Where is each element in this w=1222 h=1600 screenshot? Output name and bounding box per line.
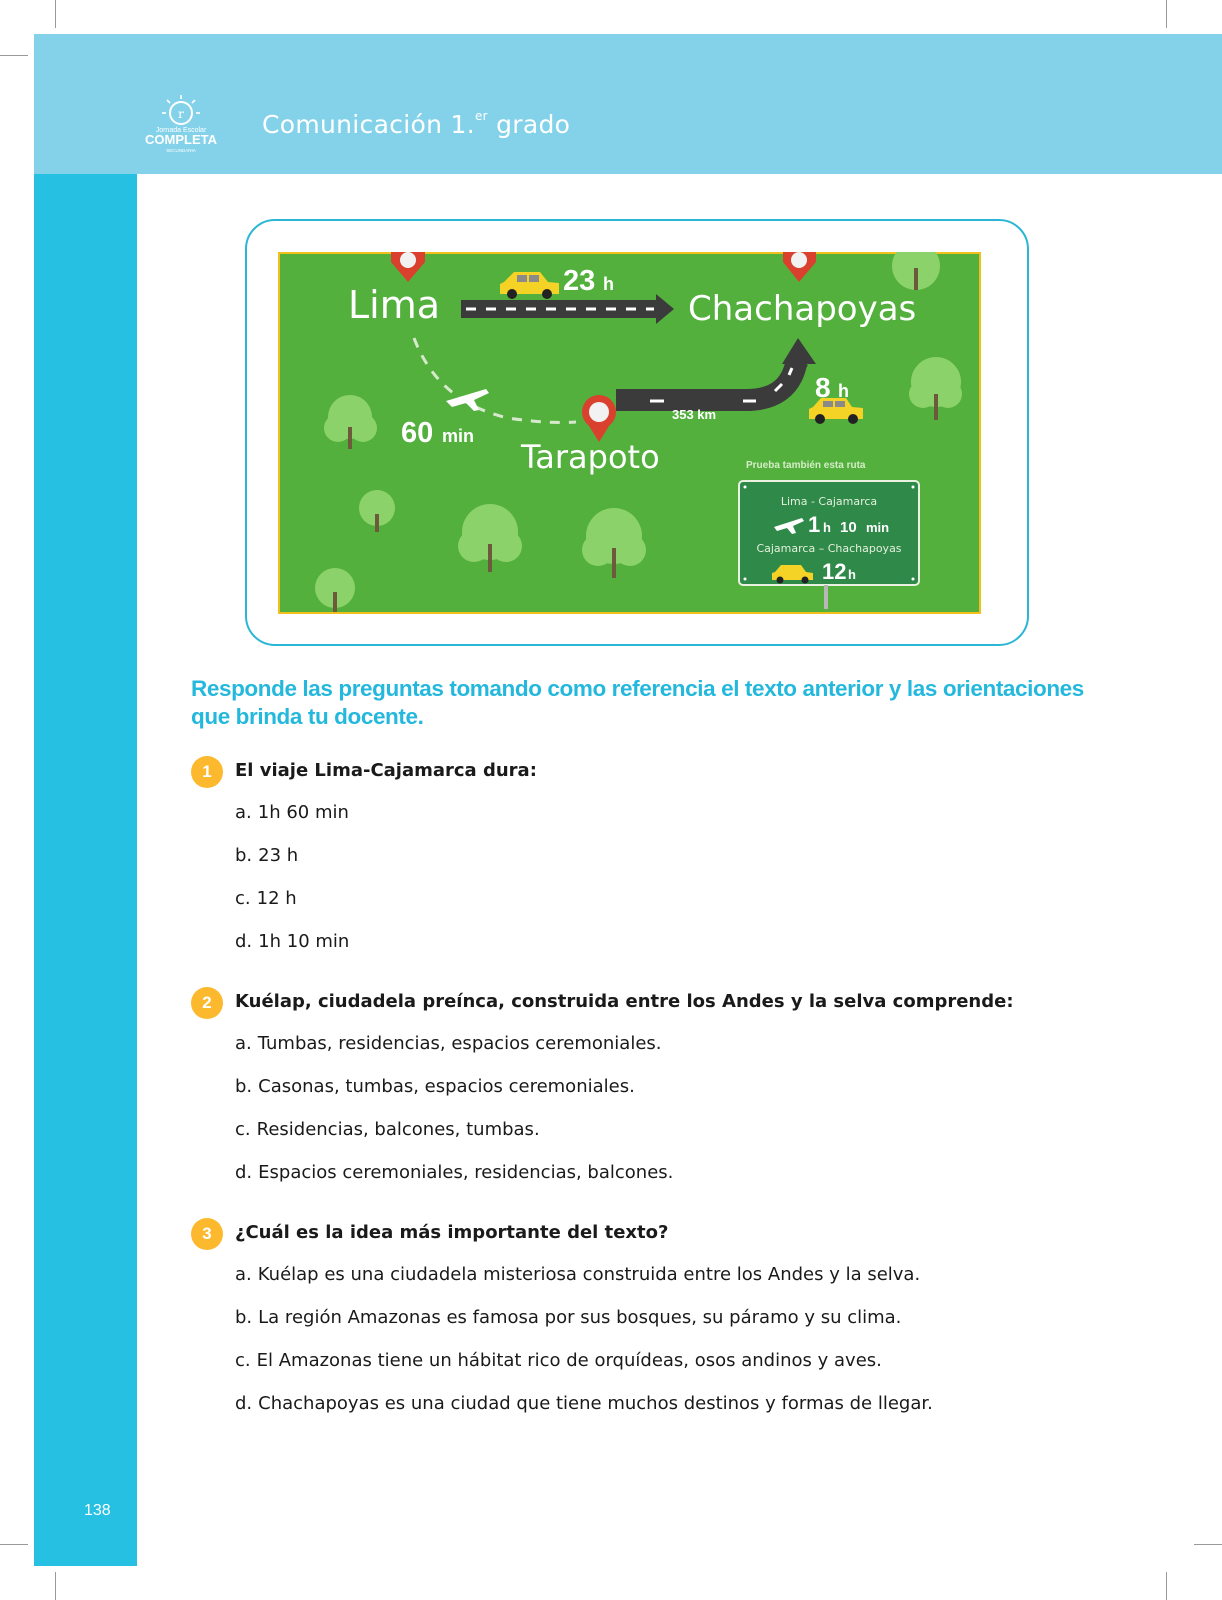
option-text: 1h 60 min (257, 802, 349, 823)
instruction-heading: Responde las preguntas tomando como referencia el texto anterior y las orientaciones que brinda tu docente. (191, 676, 1084, 729)
option-letter: c. (235, 1350, 251, 1371)
sign-route2: Cajamarca – Chachapoyas (756, 542, 902, 555)
logo (140, 94, 222, 156)
option-text: Casonas, tumbas, espacios ceremoniales. (258, 1076, 635, 1097)
svg-text:r: r (178, 107, 184, 121)
option-letter: c. (235, 888, 251, 909)
option-b[interactable] (235, 845, 349, 888)
option-d[interactable] (235, 1162, 673, 1205)
logo-line1: Jornada Escolar (155, 127, 207, 134)
sign-route1-h: h (823, 520, 831, 535)
option-c[interactable] (235, 1350, 933, 1393)
option-list (235, 802, 349, 974)
option-a[interactable] (235, 1033, 673, 1076)
crop-mark (0, 55, 28, 56)
title-main: Comunicación 1. (262, 110, 475, 139)
route-map (278, 252, 981, 614)
duration-lima-chachapoyas-num: 23 (563, 265, 596, 297)
option-text: Residencias, balcones, tumbas. (256, 1119, 540, 1140)
sign-title: Prueba también esta ruta (746, 460, 866, 471)
option-letter: a. (235, 802, 252, 823)
city-chachapoyas: Chachapoyas (688, 289, 917, 329)
logo-line2: COMPLETA (145, 132, 217, 147)
crop-mark (0, 1544, 28, 1545)
question-text: Kuélap, ciudadela preínca, construida entre los Andes y la selva comprende: (235, 991, 1014, 1012)
duration-lima-tarapoto-unit: min (442, 426, 475, 446)
title-suffix: grado (487, 110, 571, 139)
logo-line3: SECUNDARIA (166, 148, 196, 153)
duration-lima-tarapoto-num: 60 (401, 417, 434, 449)
option-d[interactable] (235, 931, 349, 974)
duration-tarapoto-chachapoyas-num: 8 (815, 372, 831, 403)
question-number-badge: 2 (191, 987, 223, 1019)
header-title (262, 110, 570, 139)
crop-mark (1166, 1572, 1167, 1600)
question-text: ¿Cuál es la idea más importante del texto? (235, 1222, 669, 1243)
option-text: Chachapoyas es una ciudad que tiene muchos destinos y formas de llegar. (258, 1393, 933, 1414)
option-text: Kuélap es una ciudadela misteriosa construida entre los Andes y la selva. (257, 1264, 921, 1285)
option-letter: d. (235, 1393, 253, 1414)
option-d[interactable] (235, 1393, 933, 1436)
sign-route1-minutes: 10 (840, 519, 857, 536)
crop-mark (1194, 1544, 1222, 1545)
option-b[interactable] (235, 1076, 673, 1119)
city-lima: Lima (348, 283, 441, 327)
question-text: El viaje Lima-Cajamarca dura: (235, 760, 537, 781)
option-letter: a. (235, 1033, 252, 1054)
sign-route2-h: h (848, 567, 856, 582)
crop-mark (55, 0, 56, 28)
question-number-badge: 1 (191, 756, 223, 788)
option-text: 1h 10 min (258, 931, 350, 952)
option-list (235, 1264, 933, 1436)
option-letter: d. (235, 1162, 253, 1183)
page-number: 138 (84, 1502, 111, 1519)
sign-route2-hours: 12 (822, 559, 847, 584)
option-text: 23 h (258, 845, 299, 866)
option-b[interactable] (235, 1307, 933, 1350)
option-c[interactable] (235, 888, 349, 931)
option-a[interactable] (235, 1264, 933, 1307)
sun-lightbulb-icon (162, 95, 200, 124)
option-letter: b. (235, 1307, 253, 1328)
option-c[interactable] (235, 1119, 673, 1162)
sign-route1: Lima - Cajamarca (780, 495, 878, 508)
option-text: Tumbas, residencias, espacios ceremoniales. (257, 1033, 662, 1054)
question-number-badge: 3 (191, 1218, 223, 1250)
side-band (34, 174, 137, 1566)
option-text: El Amazonas tiene un hábitat rico de orquídeas, osos andinos y aves. (256, 1350, 882, 1371)
option-letter: b. (235, 1076, 253, 1097)
duration-lima-chachapoyas-unit: h (603, 274, 614, 294)
crop-mark (55, 1572, 56, 1600)
city-tarapoto: Tarapoto (521, 438, 660, 476)
option-a[interactable] (235, 802, 349, 845)
option-text: Espacios ceremoniales, residencias, balcones. (258, 1162, 674, 1183)
option-list (235, 1033, 673, 1205)
sign-route1-hours: 1 (808, 512, 821, 537)
sign-route1-min: min (866, 520, 890, 535)
option-letter: b. (235, 845, 253, 866)
option-letter: d. (235, 931, 253, 952)
option-text: 12 h (256, 888, 297, 909)
crop-mark (1166, 0, 1167, 28)
title-sup: er (474, 108, 488, 123)
road-distance: 353 km (672, 407, 717, 422)
option-letter: c. (235, 1119, 251, 1140)
duration-tarapoto-chachapoyas-unit: h (838, 381, 849, 401)
option-text: La región Amazonas es famosa por sus bosques, su páramo y su clima. (258, 1307, 902, 1328)
option-letter: a. (235, 1264, 252, 1285)
